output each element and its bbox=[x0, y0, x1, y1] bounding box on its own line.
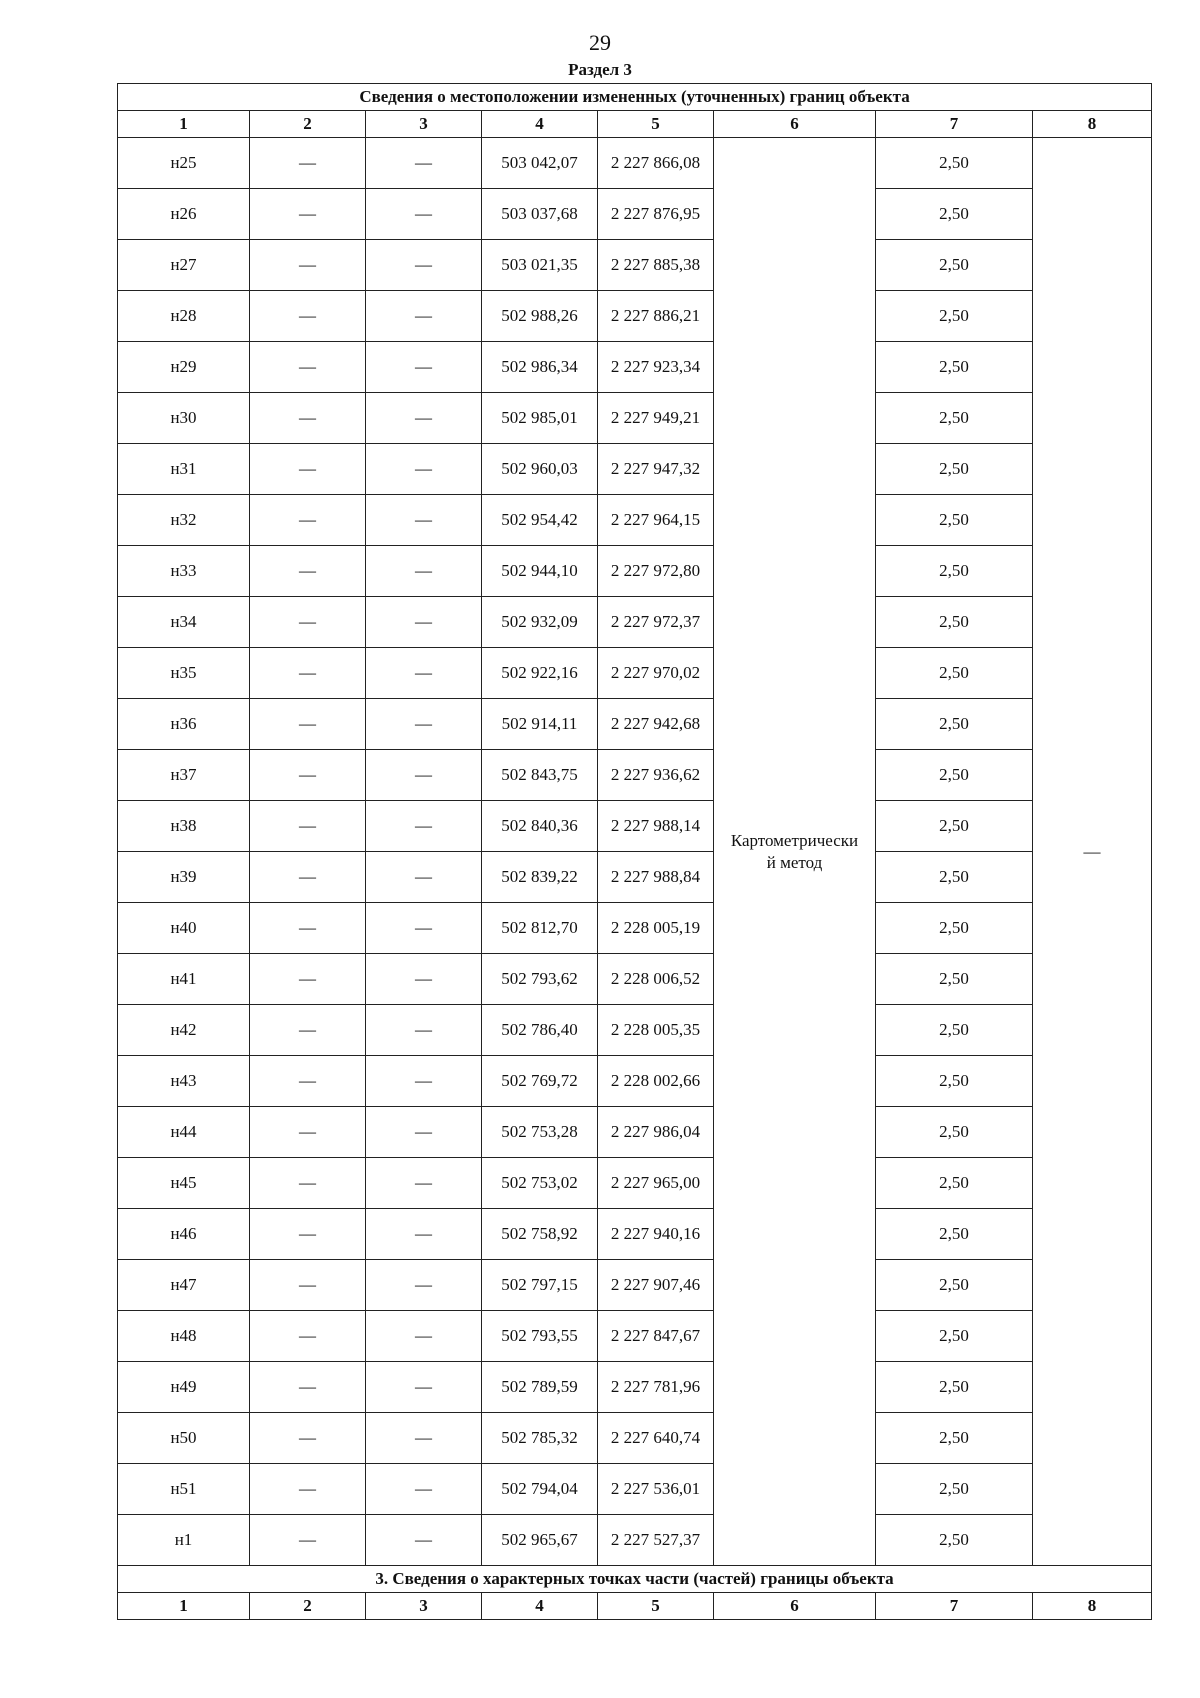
column-number: 2 bbox=[250, 1593, 366, 1620]
table-row bbox=[118, 546, 1152, 597]
point-number-cell: н28 bbox=[118, 291, 250, 342]
column-2-cell: — bbox=[250, 750, 366, 801]
table-row bbox=[118, 903, 1152, 954]
table-row bbox=[118, 240, 1152, 291]
method-cell bbox=[714, 138, 876, 1566]
y-coordinate-cell: 2 228 006,52 bbox=[598, 954, 714, 1005]
column-number: 8 bbox=[1033, 1593, 1152, 1620]
x-coordinate-cell: 502 793,55 bbox=[482, 1311, 598, 1362]
table-row bbox=[118, 954, 1152, 1005]
y-coordinate-cell: 2 227 972,37 bbox=[598, 597, 714, 648]
column-2-cell: — bbox=[250, 954, 366, 1005]
column-2-cell: — bbox=[250, 801, 366, 852]
column-3-cell: — bbox=[366, 801, 482, 852]
column-2-cell: — bbox=[250, 1209, 366, 1260]
accuracy-cell: 2,50 bbox=[876, 138, 1033, 189]
section-title: Раздел 3 bbox=[568, 60, 632, 79]
column-number: 5 bbox=[598, 111, 714, 138]
y-coordinate-cell: 2 227 536,01 bbox=[598, 1464, 714, 1515]
table-row bbox=[118, 1158, 1152, 1209]
column-2-cell: — bbox=[250, 1260, 366, 1311]
table-row bbox=[118, 444, 1152, 495]
part-section-caption-row bbox=[118, 1566, 1152, 1593]
table-row bbox=[118, 750, 1152, 801]
accuracy-cell: 2,50 bbox=[876, 546, 1033, 597]
column-number: 6 bbox=[714, 111, 876, 138]
column-3-cell: — bbox=[366, 342, 482, 393]
column-3-cell: — bbox=[366, 1362, 482, 1413]
note-cell: — bbox=[1033, 138, 1152, 1566]
table-row bbox=[118, 393, 1152, 444]
point-number-cell: н50 bbox=[118, 1413, 250, 1464]
table-row bbox=[118, 1362, 1152, 1413]
table-row bbox=[118, 1107, 1152, 1158]
y-coordinate-cell: 2 227 988,14 bbox=[598, 801, 714, 852]
x-coordinate-cell: 502 758,92 bbox=[482, 1209, 598, 1260]
point-number-cell: н39 bbox=[118, 852, 250, 903]
point-number-cell: н43 bbox=[118, 1056, 250, 1107]
x-coordinate-cell: 502 988,26 bbox=[482, 291, 598, 342]
point-number-cell: н41 bbox=[118, 954, 250, 1005]
accuracy-cell: 2,50 bbox=[876, 1311, 1033, 1362]
point-number-cell: н29 bbox=[118, 342, 250, 393]
x-coordinate-cell: 502 785,32 bbox=[482, 1413, 598, 1464]
column-2-cell: — bbox=[250, 1362, 366, 1413]
point-number-cell: н48 bbox=[118, 1311, 250, 1362]
column-2-cell: — bbox=[250, 138, 366, 189]
y-coordinate-cell: 2 227 970,02 bbox=[598, 648, 714, 699]
column-2-cell: — bbox=[250, 240, 366, 291]
y-coordinate-cell: 2 228 005,35 bbox=[598, 1005, 714, 1056]
column-3-cell: — bbox=[366, 648, 482, 699]
point-number-cell: н51 bbox=[118, 1464, 250, 1515]
x-coordinate-cell: 502 840,36 bbox=[482, 801, 598, 852]
column-3-cell: — bbox=[366, 750, 482, 801]
point-number-cell: н42 bbox=[118, 1005, 250, 1056]
table-row bbox=[118, 1515, 1152, 1566]
point-number-cell: н25 bbox=[118, 138, 250, 189]
table-row bbox=[118, 1311, 1152, 1362]
y-coordinate-cell: 2 227 972,80 bbox=[598, 546, 714, 597]
accuracy-cell: 2,50 bbox=[876, 240, 1033, 291]
accuracy-cell: 2,50 bbox=[876, 1413, 1033, 1464]
y-coordinate-cell: 2 228 005,19 bbox=[598, 903, 714, 954]
table-caption: Сведения о местоположении измененных (уточненных) границ объекта bbox=[118, 84, 1152, 111]
y-coordinate-cell: 2 227 866,08 bbox=[598, 138, 714, 189]
column-number-row bbox=[118, 111, 1152, 138]
x-coordinate-cell: 502 986,34 bbox=[482, 342, 598, 393]
point-number-cell: н38 bbox=[118, 801, 250, 852]
page-number: 29 bbox=[589, 30, 611, 55]
x-coordinate-cell: 502 960,03 bbox=[482, 444, 598, 495]
column-number: 4 bbox=[482, 1593, 598, 1620]
accuracy-cell: 2,50 bbox=[876, 699, 1033, 750]
x-coordinate-cell: 502 797,15 bbox=[482, 1260, 598, 1311]
y-coordinate-cell: 2 227 947,32 bbox=[598, 444, 714, 495]
accuracy-cell: 2,50 bbox=[876, 954, 1033, 1005]
point-number-cell: н44 bbox=[118, 1107, 250, 1158]
column-number: 3 bbox=[366, 111, 482, 138]
y-coordinate-cell: 2 227 942,68 bbox=[598, 699, 714, 750]
accuracy-cell: 2,50 bbox=[876, 1515, 1033, 1566]
y-coordinate-cell: 2 227 885,38 bbox=[598, 240, 714, 291]
accuracy-cell: 2,50 bbox=[876, 852, 1033, 903]
table-row bbox=[118, 342, 1152, 393]
column-3-cell: — bbox=[366, 1311, 482, 1362]
y-coordinate-cell: 2 227 527,37 bbox=[598, 1515, 714, 1566]
x-coordinate-cell: 502 914,11 bbox=[482, 699, 598, 750]
point-number-cell: н26 bbox=[118, 189, 250, 240]
column-3-cell: — bbox=[366, 1260, 482, 1311]
accuracy-cell: 2,50 bbox=[876, 495, 1033, 546]
column-2-cell: — bbox=[250, 291, 366, 342]
accuracy-cell: 2,50 bbox=[876, 648, 1033, 699]
point-number-cell: н45 bbox=[118, 1158, 250, 1209]
y-coordinate-cell: 2 227 640,74 bbox=[598, 1413, 714, 1464]
point-number-cell: н1 bbox=[118, 1515, 250, 1566]
part-column-number-row bbox=[118, 1593, 1152, 1620]
accuracy-cell: 2,50 bbox=[876, 189, 1033, 240]
x-coordinate-cell: 502 932,09 bbox=[482, 597, 598, 648]
table-row bbox=[118, 138, 1152, 189]
column-number: 7 bbox=[876, 111, 1033, 138]
table-row bbox=[118, 495, 1152, 546]
point-number-cell: н47 bbox=[118, 1260, 250, 1311]
column-3-cell: — bbox=[366, 1107, 482, 1158]
table-row bbox=[118, 1464, 1152, 1515]
point-number-cell: н49 bbox=[118, 1362, 250, 1413]
y-coordinate-cell: 2 227 907,46 bbox=[598, 1260, 714, 1311]
column-2-cell: — bbox=[250, 699, 366, 750]
column-2-cell: — bbox=[250, 1107, 366, 1158]
column-3-cell: — bbox=[366, 546, 482, 597]
x-coordinate-cell: 502 985,01 bbox=[482, 393, 598, 444]
table-caption-row bbox=[118, 84, 1152, 111]
column-number: 3 bbox=[366, 1593, 482, 1620]
column-3-cell: — bbox=[366, 954, 482, 1005]
point-number-cell: н27 bbox=[118, 240, 250, 291]
point-number-cell: н36 bbox=[118, 699, 250, 750]
column-3-cell: — bbox=[366, 1158, 482, 1209]
x-coordinate-cell: 502 794,04 bbox=[482, 1464, 598, 1515]
column-2-cell: — bbox=[250, 444, 366, 495]
boundary-points-table bbox=[117, 83, 1152, 1620]
accuracy-cell: 2,50 bbox=[876, 1260, 1033, 1311]
accuracy-cell: 2,50 bbox=[876, 291, 1033, 342]
point-number-cell: н33 bbox=[118, 546, 250, 597]
y-coordinate-cell: 2 227 876,95 bbox=[598, 189, 714, 240]
column-2-cell: — bbox=[250, 1464, 366, 1515]
accuracy-cell: 2,50 bbox=[876, 1005, 1033, 1056]
point-number-cell: н35 bbox=[118, 648, 250, 699]
accuracy-cell: 2,50 bbox=[876, 750, 1033, 801]
table-row bbox=[118, 699, 1152, 750]
table-row bbox=[118, 597, 1152, 648]
column-2-cell: — bbox=[250, 1005, 366, 1056]
accuracy-cell: 2,50 bbox=[876, 903, 1033, 954]
point-number-cell: н30 bbox=[118, 393, 250, 444]
accuracy-cell: 2,50 bbox=[876, 1158, 1033, 1209]
x-coordinate-cell: 503 042,07 bbox=[482, 138, 598, 189]
table-row bbox=[118, 852, 1152, 903]
x-coordinate-cell: 502 786,40 bbox=[482, 1005, 598, 1056]
column-3-cell: — bbox=[366, 444, 482, 495]
table-row bbox=[118, 1056, 1152, 1107]
x-coordinate-cell: 502 793,62 bbox=[482, 954, 598, 1005]
x-coordinate-cell: 502 922,16 bbox=[482, 648, 598, 699]
column-3-cell: — bbox=[366, 1515, 482, 1566]
column-number: 1 bbox=[118, 111, 250, 138]
column-number: 4 bbox=[482, 111, 598, 138]
column-2-cell: — bbox=[250, 597, 366, 648]
column-3-cell: — bbox=[366, 138, 482, 189]
column-2-cell: — bbox=[250, 495, 366, 546]
y-coordinate-cell: 2 227 965,00 bbox=[598, 1158, 714, 1209]
column-3-cell: — bbox=[366, 291, 482, 342]
column-3-cell: — bbox=[366, 1413, 482, 1464]
column-3-cell: — bbox=[366, 495, 482, 546]
table-row bbox=[118, 1413, 1152, 1464]
column-3-cell: — bbox=[366, 597, 482, 648]
accuracy-cell: 2,50 bbox=[876, 1056, 1033, 1107]
x-coordinate-cell: 502 753,02 bbox=[482, 1158, 598, 1209]
column-2-cell: — bbox=[250, 648, 366, 699]
y-coordinate-cell: 2 227 923,34 bbox=[598, 342, 714, 393]
column-2-cell: — bbox=[250, 1056, 366, 1107]
table-row bbox=[118, 189, 1152, 240]
column-3-cell: — bbox=[366, 852, 482, 903]
column-number: 1 bbox=[118, 1593, 250, 1620]
column-3-cell: — bbox=[366, 1209, 482, 1260]
method-text-line: й метод bbox=[766, 852, 823, 872]
y-coordinate-cell: 2 227 847,67 bbox=[598, 1311, 714, 1362]
column-2-cell: — bbox=[250, 852, 366, 903]
column-2-cell: — bbox=[250, 1413, 366, 1464]
x-coordinate-cell: 502 843,75 bbox=[482, 750, 598, 801]
y-coordinate-cell: 2 228 002,66 bbox=[598, 1056, 714, 1107]
y-coordinate-cell: 2 227 886,21 bbox=[598, 291, 714, 342]
column-3-cell: — bbox=[366, 699, 482, 750]
column-number: 7 bbox=[876, 1593, 1033, 1620]
accuracy-cell: 2,50 bbox=[876, 444, 1033, 495]
part-section-caption: 3. Сведения о характерных точках части (частей) границы объекта bbox=[118, 1566, 1152, 1593]
x-coordinate-cell: 502 753,28 bbox=[482, 1107, 598, 1158]
accuracy-cell: 2,50 bbox=[876, 1209, 1033, 1260]
column-2-cell: — bbox=[250, 903, 366, 954]
column-3-cell: — bbox=[366, 1464, 482, 1515]
accuracy-cell: 2,50 bbox=[876, 1362, 1033, 1413]
y-coordinate-cell: 2 227 988,84 bbox=[598, 852, 714, 903]
column-3-cell: — bbox=[366, 1005, 482, 1056]
accuracy-cell: 2,50 bbox=[876, 393, 1033, 444]
x-coordinate-cell: 502 965,67 bbox=[482, 1515, 598, 1566]
x-coordinate-cell: 503 021,35 bbox=[482, 240, 598, 291]
column-2-cell: — bbox=[250, 189, 366, 240]
table-row bbox=[118, 1260, 1152, 1311]
column-3-cell: — bbox=[366, 1056, 482, 1107]
point-number-cell: н31 bbox=[118, 444, 250, 495]
x-coordinate-cell: 502 839,22 bbox=[482, 852, 598, 903]
column-3-cell: — bbox=[366, 393, 482, 444]
accuracy-cell: 2,50 bbox=[876, 597, 1033, 648]
column-2-cell: — bbox=[250, 1311, 366, 1362]
x-coordinate-cell: 503 037,68 bbox=[482, 189, 598, 240]
column-2-cell: — bbox=[250, 1515, 366, 1566]
column-number: 5 bbox=[598, 1593, 714, 1620]
column-2-cell: — bbox=[250, 1158, 366, 1209]
column-3-cell: — bbox=[366, 189, 482, 240]
column-3-cell: — bbox=[366, 903, 482, 954]
accuracy-cell: 2,50 bbox=[876, 801, 1033, 852]
x-coordinate-cell: 502 944,10 bbox=[482, 546, 598, 597]
x-coordinate-cell: 502 769,72 bbox=[482, 1056, 598, 1107]
column-3-cell: — bbox=[366, 240, 482, 291]
y-coordinate-cell: 2 227 940,16 bbox=[598, 1209, 714, 1260]
x-coordinate-cell: 502 789,59 bbox=[482, 1362, 598, 1413]
table-row bbox=[118, 291, 1152, 342]
point-number-cell: н40 bbox=[118, 903, 250, 954]
x-coordinate-cell: 502 954,42 bbox=[482, 495, 598, 546]
column-number: 8 bbox=[1033, 111, 1152, 138]
accuracy-cell: 2,50 bbox=[876, 1464, 1033, 1515]
y-coordinate-cell: 2 227 949,21 bbox=[598, 393, 714, 444]
accuracy-cell: 2,50 bbox=[876, 342, 1033, 393]
y-coordinate-cell: 2 227 986,04 bbox=[598, 1107, 714, 1158]
point-number-cell: н46 bbox=[118, 1209, 250, 1260]
column-2-cell: — bbox=[250, 546, 366, 597]
method-text-line: Картометрически bbox=[730, 830, 859, 850]
column-number: 2 bbox=[250, 111, 366, 138]
point-number-cell: н37 bbox=[118, 750, 250, 801]
accuracy-cell: 2,50 bbox=[876, 1107, 1033, 1158]
point-number-cell: н32 bbox=[118, 495, 250, 546]
table-row bbox=[118, 1209, 1152, 1260]
y-coordinate-cell: 2 227 936,62 bbox=[598, 750, 714, 801]
x-coordinate-cell: 502 812,70 bbox=[482, 903, 598, 954]
table-row bbox=[118, 648, 1152, 699]
point-number-cell: н34 bbox=[118, 597, 250, 648]
y-coordinate-cell: 2 227 964,15 bbox=[598, 495, 714, 546]
column-2-cell: — bbox=[250, 342, 366, 393]
table-row bbox=[118, 801, 1152, 852]
column-2-cell: — bbox=[250, 393, 366, 444]
column-number: 6 bbox=[714, 1593, 876, 1620]
table-row bbox=[118, 1005, 1152, 1056]
y-coordinate-cell: 2 227 781,96 bbox=[598, 1362, 714, 1413]
